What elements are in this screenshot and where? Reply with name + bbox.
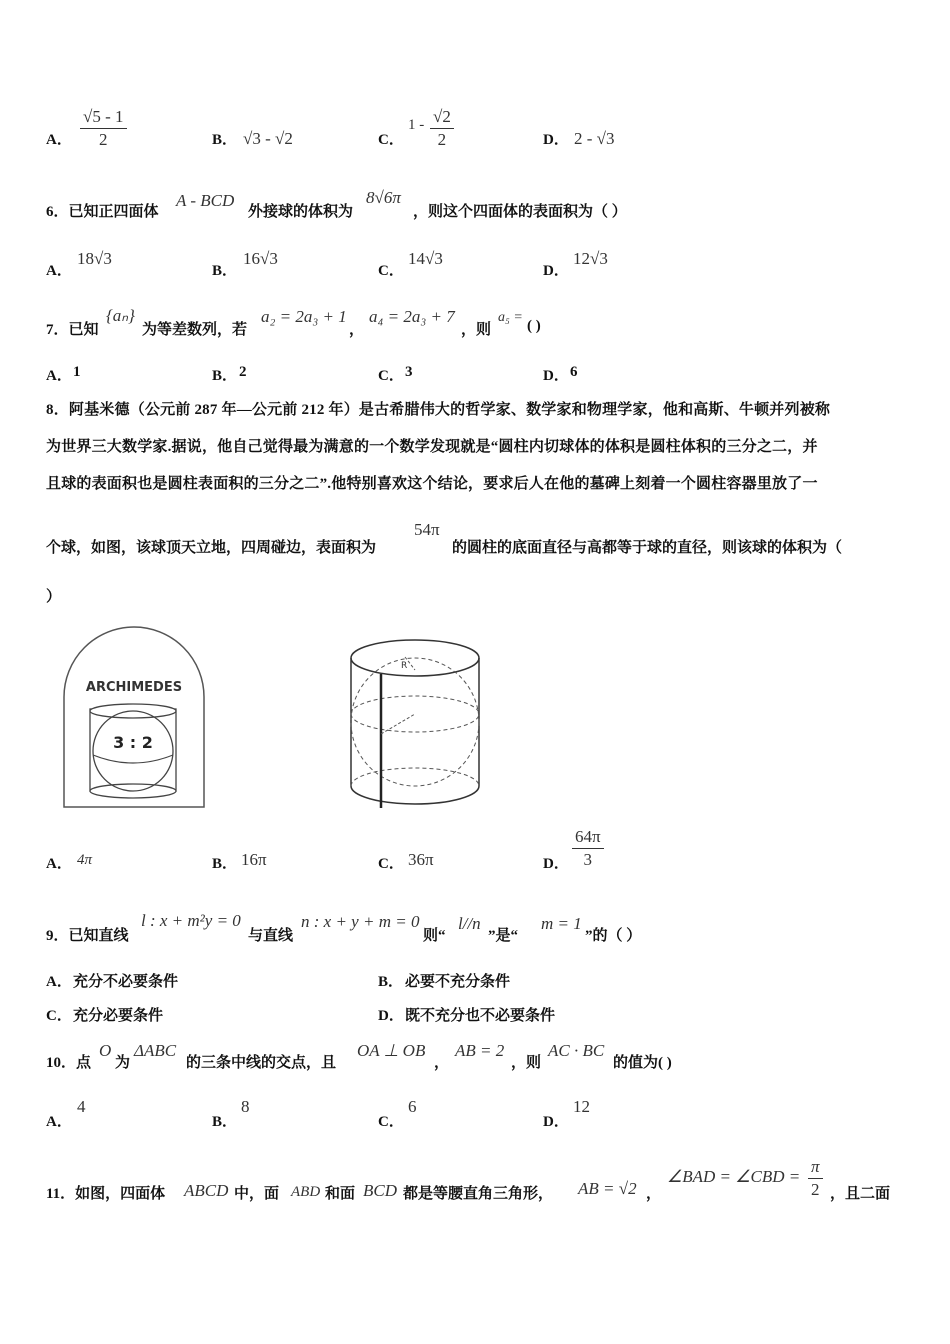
q10-option-c-label: C． — [378, 1114, 404, 1130]
q5-option-c-fraction — [430, 106, 454, 151]
q7-stem-part1: 7．已知 — [46, 322, 99, 338]
q8-option-b-text: 16π — [241, 850, 267, 869]
q5-c-denominator: 2 — [437, 130, 447, 149]
radius-label: R — [401, 661, 408, 671]
q6-option-b-text: 16√3 — [243, 249, 278, 268]
q5-option-b-label: B． — [212, 132, 238, 148]
q6-option-c-label: C． — [378, 263, 404, 279]
q10-option-c-text: 6 — [408, 1097, 417, 1116]
q9-option-d-label: D． — [378, 1008, 404, 1024]
q6-option-d-label: D． — [543, 263, 569, 279]
archimedes-tombstone-figure — [60, 625, 208, 810]
q5-c-numerator: √2 — [430, 106, 454, 129]
q7-expr-condition1: a₂ = 2a₃ + 1 — [261, 307, 347, 326]
q6-expr-volume: 8√6π — [366, 188, 401, 207]
q9-stem-part3: 则“ — [423, 928, 446, 944]
q7-stem-part3: ，则 — [461, 322, 492, 338]
q11-stem-part5: ，且二面 — [830, 1186, 891, 1202]
q8-option-b-label: B． — [212, 856, 238, 872]
q8-expr-area: 54π — [414, 520, 440, 539]
q7-stem-part2: 为等差数列，若 — [142, 322, 248, 338]
q7-expr-sequence: {aₙ} — [106, 306, 135, 325]
q10-stem-part4: ，则 — [511, 1055, 542, 1071]
q10-expr-perp: OA ⊥ OB — [357, 1041, 426, 1060]
q9-expr-m: m = 1 — [541, 914, 582, 933]
q8-line-1: 8．阿基米德（公元前 287 年—公元前 212 年）是古希腊伟大的哲学家、数学家和物理学家，他和高斯、牛顿并列被称 — [46, 402, 831, 418]
q9-stem-part2: 与直线 — [248, 928, 294, 944]
q10-option-b-label: B． — [212, 1114, 238, 1130]
q7-option-d-text: 6 — [570, 364, 578, 380]
q11-comma: ， — [646, 1186, 662, 1202]
q10-stem-part5: 的值为( ) — [613, 1055, 672, 1071]
q8-line-4-part1: 个球，如图，该球顶天立地，四周碰边，表面积为 — [46, 540, 377, 556]
q10-expr-ab: AB = 2 — [455, 1041, 505, 1060]
q10-stem-part3: 的三条中线的交点，且 — [186, 1055, 337, 1071]
q8-line-5: ） — [46, 589, 62, 605]
q9-expr-line-l: l : x + m²y = 0 — [141, 911, 241, 930]
q9-expr-line-n: n : x + y + m = 0 — [301, 912, 420, 931]
q5-option-d-text: 2 - √3 — [574, 129, 615, 148]
q7-option-b-label: B． — [212, 368, 238, 384]
q8-option-a-text: 4π — [77, 852, 93, 868]
q5-option-a-fraction — [80, 106, 127, 151]
q10-option-d-label: D． — [543, 1114, 569, 1130]
q5-option-d-label: D． — [543, 132, 569, 148]
q8-line-4-part2: 的圆柱的底面直径与高都等于球的直径，则该球的体积为（ — [452, 540, 843, 556]
q8-d-denominator: 3 — [583, 850, 593, 869]
q11-angle-fraction — [808, 1156, 823, 1201]
q6-option-a-text: 18√3 — [77, 249, 112, 268]
q6-stem-part2: 外接球的体积为 — [248, 204, 354, 220]
q5-option-a-label: A． — [46, 132, 72, 148]
q8-option-c-text: 36π — [408, 850, 434, 869]
q6-stem-part3: ，则这个四面体的表面积为（ ） — [413, 204, 627, 220]
q6-option-d-text: 12√3 — [573, 249, 608, 268]
q11-stem-part2: 中，面 — [234, 1186, 280, 1202]
q8-line-2: 为世界三大数学家.据说，他自己觉得最为满意的一个数学发现就是“圆柱内切球体的体积是圆柱体积的三分之二，并 — [46, 439, 818, 455]
q9-option-c-label: C． — [46, 1008, 72, 1024]
q6-expr-tetrahedron: A - BCD — [176, 191, 235, 210]
q9-option-c-text: 充分必要条件 — [73, 1008, 164, 1024]
q11-frac-denominator: 2 — [811, 1180, 820, 1199]
q7-option-a-text: 1 — [73, 364, 81, 380]
q8-d-numerator: 64π — [572, 826, 604, 849]
q5-option-c-prefix: 1 - — [408, 117, 425, 133]
q9-expr-parallel: l//n — [458, 914, 481, 933]
q9-stem-part1: 9．已知直线 — [46, 928, 129, 944]
q11-frac-numerator: π — [808, 1156, 823, 1179]
q7-option-c-label: C． — [378, 368, 404, 384]
q7-option-b-text: 2 — [239, 364, 247, 380]
q11-expr-angles: ∠BAD = ∠CBD = — [667, 1167, 801, 1186]
q8-line-3: 且球的表面积也是圆柱表面积的三分之二”.他特别喜欢这个结论，要求后人在他的墓碑上刻着一个圆柱容器里放了一 — [46, 476, 818, 492]
q6-option-c-text: 14√3 — [408, 249, 443, 268]
q10-option-b-text: 8 — [241, 1097, 250, 1116]
q11-expr-abd: ABD — [291, 1184, 321, 1200]
q7-option-d-label: D． — [543, 368, 569, 384]
q9-option-a-text: 充分不必要条件 — [73, 974, 179, 990]
q9-option-b-label: B． — [378, 974, 404, 990]
q10-stem-part2: 为 — [115, 1055, 131, 1071]
q8-option-a-label: A． — [46, 856, 72, 872]
q9-option-d-text: 既不充分也不必要条件 — [405, 1008, 556, 1024]
q8-option-d-fraction — [572, 826, 604, 871]
q5-a-numerator: √5 - 1 — [80, 106, 127, 129]
q9-option-b-text: 必要不充分条件 — [405, 974, 511, 990]
q8-option-d-label: D． — [543, 856, 569, 872]
q5-option-b-text: √3 - √2 — [243, 129, 293, 148]
q10-expr-triangle: ΔABC — [134, 1041, 177, 1060]
q7-expr-a5: a₅ = — [498, 310, 523, 325]
q7-comma: ， — [349, 322, 365, 338]
q9-stem-part4: ”是“ — [488, 928, 519, 944]
q7-option-a-label: A． — [46, 368, 72, 384]
archimedes-ratio: 3 : 2 — [113, 733, 153, 752]
q9-stem-part5: ”的（ ） — [585, 928, 642, 944]
q10-stem-part1: 10．点 — [46, 1055, 92, 1071]
q9-option-a-label: A． — [46, 974, 72, 990]
q7-expr-condition2: a₄ = 2a₃ + 7 — [369, 307, 455, 326]
q5-option-c-label: C． — [378, 132, 404, 148]
inscribed-sphere-cylinder-figure — [345, 630, 487, 810]
q11-stem-part3: 和面 — [325, 1186, 356, 1202]
q10-option-a-label: A． — [46, 1114, 72, 1130]
q10-option-a-text: 4 — [77, 1097, 86, 1116]
q6-option-a-label: A． — [46, 263, 72, 279]
q11-expr-ab: AB = √2 — [578, 1179, 637, 1198]
archimedes-title: ARCHIMEDES — [85, 680, 183, 695]
q11-expr-tetrahedron: ABCD — [184, 1181, 229, 1200]
q10-comma: ， — [434, 1055, 450, 1071]
q8-option-c-label: C． — [378, 856, 404, 872]
q11-expr-bcd: BCD — [363, 1181, 397, 1200]
q11-stem-part4: 都是等腰直角三角形， — [403, 1186, 554, 1202]
q6-option-b-label: B． — [212, 263, 238, 279]
q10-option-d-text: 12 — [573, 1097, 590, 1116]
q11-stem-part1: 11．如图，四面体 — [46, 1186, 166, 1202]
q10-expr-dot: AC · BC — [548, 1041, 605, 1060]
q7-stem-part4: ( ) — [527, 318, 541, 334]
q7-option-c-text: 3 — [405, 364, 413, 380]
q10-expr-o: O — [99, 1041, 112, 1060]
q5-a-denominator: 2 — [99, 130, 108, 149]
q6-stem-part1: 6．已知正四面体 — [46, 204, 159, 220]
